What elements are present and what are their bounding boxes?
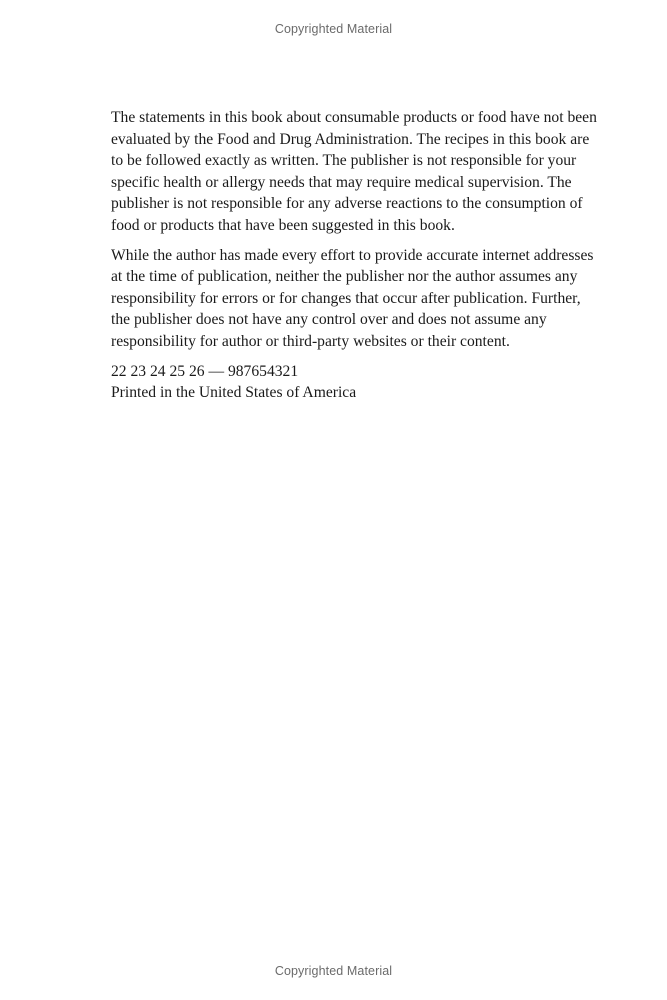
copyright-text-block [111,107,601,404]
printing-line: 22 23 24 25 26 — 987654321 [111,362,299,380]
disclaimer-paragraph-internet: While the author has made every effort to provide accurate internet addresses at the time of publication, neither the publisher nor the author assumes any responsibility for errors or for changes that occur after publication. Further, the publisher does not have any control over and does not assume any responsibility for author or third-party websites or their content. [111,246,594,350]
copyright-watermark-top: Copyrighted Material [274,22,393,36]
printed-in-line: Printed in the United States of America [111,384,357,402]
disclaimer-paragraph-food: The statements in this book about consumable products or food have not been evaluated by the Food and Drug Administration. The recipes in this book are to be followed exactly as written. The publisher is not responsible for your specific health or allergy needs that may require medical supervision. The publisher is not responsible for any adverse reactions to the consumption of food or products that have been suggested in this book. [111,109,597,234]
copyright-watermark-bottom: Copyrighted Material [274,964,393,978]
